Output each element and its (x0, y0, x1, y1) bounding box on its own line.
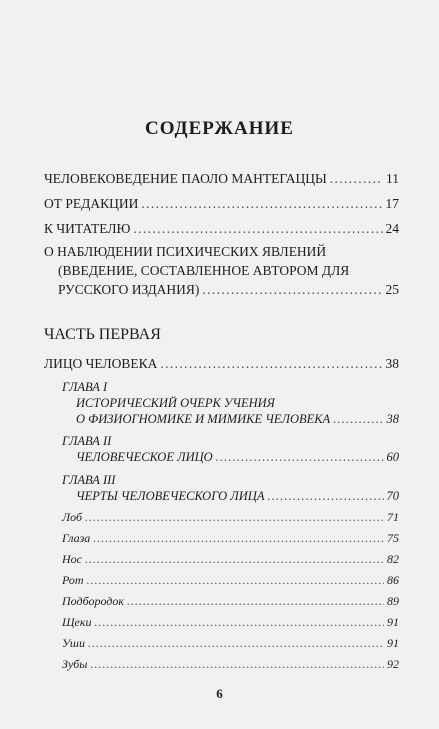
toc-entry-page: 70 (386, 489, 399, 503)
toc-subentry (62, 615, 399, 630)
toc-entry-chapter-1 (76, 412, 399, 427)
dot-leader (133, 221, 382, 237)
toc-entry-label: Зубы (62, 657, 88, 671)
toc-entry-label: Рот (62, 573, 84, 587)
toc-entry-label: Глаза (62, 531, 91, 545)
toc-entry-observation-line-2: (ВВЕДЕНИЕ, СОСТАВЛЕННОЕ АВТОРОМ ДЛЯ (58, 263, 350, 278)
dot-leader (93, 531, 384, 546)
toc-entry-page: 17 (385, 196, 399, 211)
toc-entry-editorial (44, 196, 399, 212)
toc-entry-label: РУССКОГО ИЗДАНИЯ) (58, 282, 200, 297)
dot-leader (202, 282, 382, 298)
toc-entry-label: ОТ РЕДАКЦИИ (44, 196, 139, 211)
toc-entry-label: ЛИЦО ЧЕЛОВЕКА (44, 356, 158, 371)
toc-entry-label: Уши (62, 636, 85, 650)
page-title: СОДЕРЖАНИЕ (145, 118, 294, 139)
toc-entry-page: 24 (385, 221, 399, 236)
part-heading: ЧАСТЬ ПЕРВАЯ (44, 326, 161, 343)
dot-leader (330, 171, 383, 187)
dot-leader (85, 510, 384, 525)
toc-entry-page: 11 (386, 171, 399, 186)
toc-entry-page: 86 (387, 573, 399, 587)
dot-leader (94, 615, 384, 630)
toc-entry-page: 25 (385, 282, 399, 297)
toc-entry-observation (58, 282, 399, 298)
toc-entry-chapter-3 (76, 489, 399, 504)
toc-entry-page: 91 (387, 636, 399, 650)
dot-leader (88, 636, 384, 651)
toc-subentry (62, 531, 399, 546)
dot-leader (216, 450, 384, 465)
toc-subentry (62, 636, 399, 651)
dot-leader (90, 657, 384, 672)
toc-entry-page: 75 (387, 531, 399, 545)
dot-leader (267, 489, 383, 504)
toc-entry-page: 89 (387, 594, 399, 608)
toc-entry-label: ЧЕРТЫ ЧЕЛОВЕЧЕСКОГО ЛИЦА (76, 489, 265, 503)
dot-leader (87, 573, 384, 588)
dot-leader (85, 552, 384, 567)
toc-subentry (62, 510, 399, 525)
toc-entry-page: 91 (387, 615, 399, 629)
toc-entry-observation-line-1: О НАБЛЮДЕНИИ ПСИХИЧЕСКИХ ЯВЛЕНИЙ (44, 244, 327, 259)
toc-entry-to-reader (44, 221, 399, 237)
dot-leader (333, 412, 383, 427)
dot-leader (160, 356, 382, 372)
toc-entry-page: 38 (385, 356, 399, 371)
toc-entry-introduction (44, 171, 399, 187)
toc-entry-page: 82 (387, 552, 399, 566)
dot-leader (127, 594, 384, 609)
chapter-label: ГЛАВА II (62, 434, 112, 448)
toc-entry-page: 38 (386, 412, 399, 426)
toc-entry-page: 71 (387, 510, 399, 524)
toc-entry-page: 60 (386, 450, 399, 464)
toc-entry-face (44, 356, 399, 372)
chapter-label: ГЛАВА I (62, 380, 108, 394)
toc-entry-label: Щеки (62, 615, 92, 629)
chapter-title-line-1: ИСТОРИЧЕСКИЙ ОЧЕРК УЧЕНИЯ (76, 396, 275, 410)
toc-entry-label: Подбородок (62, 594, 124, 608)
page-number: 6 (216, 686, 223, 701)
toc-entry-label: К ЧИТАТЕЛЮ (44, 221, 131, 236)
toc-subentry (62, 594, 399, 609)
toc-subentry (62, 552, 399, 567)
toc-subentry (62, 657, 399, 672)
toc-entry-label: ЧЕЛОВЕКОВЕДЕНИЕ ПАОЛО МАНТЕГАЦЦЫ (44, 171, 327, 186)
dot-leader (141, 196, 382, 212)
toc-subentry (62, 573, 399, 588)
toc-entry-label: О ФИЗИОГНОМИКЕ И МИМИКЕ ЧЕЛОВЕКА (76, 412, 331, 426)
toc-entry-page: 92 (387, 657, 399, 671)
toc-entry-label: Нос (62, 552, 82, 566)
chapter-label: ГЛАВА III (62, 473, 116, 487)
toc-entry-chapter-2 (76, 450, 399, 465)
toc-entry-label: ЧЕЛОВЕЧЕСКОЕ ЛИЦО (76, 450, 213, 464)
toc-entry-label: Лоб (62, 510, 83, 524)
